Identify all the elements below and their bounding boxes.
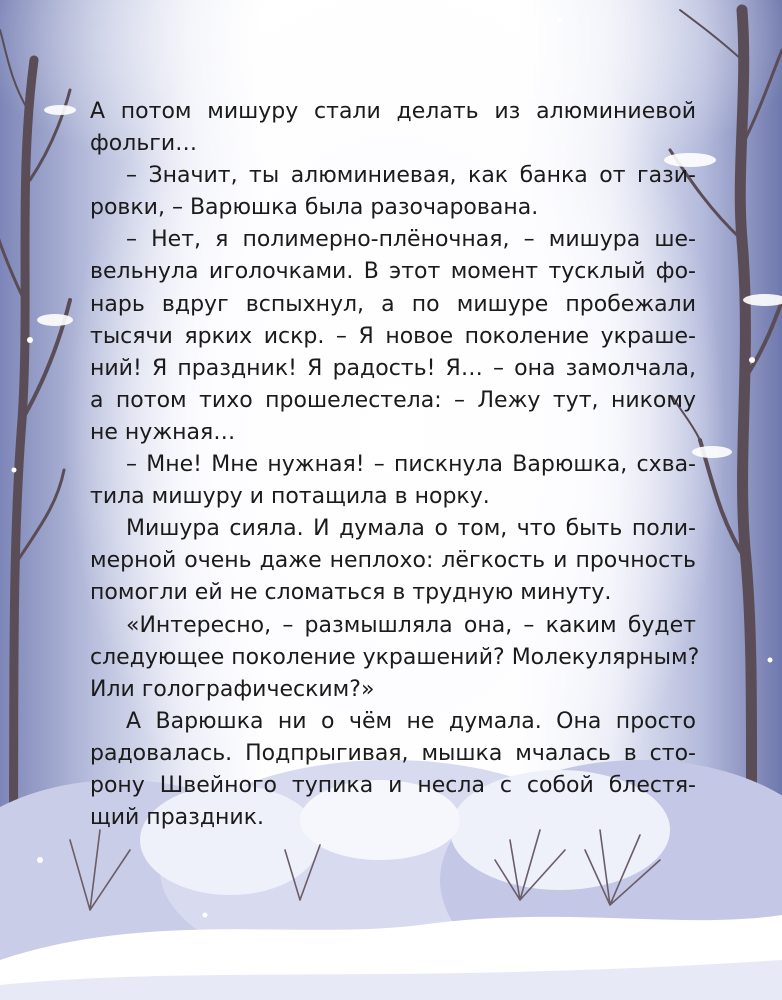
text-line: фольги… bbox=[90, 131, 198, 157]
text-line: тысячи ярких искр. – Я новое поколение украше- bbox=[90, 323, 696, 349]
text-line: А Варюшка ни о чём не думала. Она просто bbox=[126, 708, 696, 734]
text-line: помогли ей не сломаться в трудную минуту. bbox=[90, 580, 612, 606]
text-line: рону Швейного тупика и несла с собой блестя- bbox=[90, 772, 696, 798]
text-line: – Нет, я полимерно-плёночная, – мишура ше- bbox=[126, 227, 696, 253]
text-line: тила мишуру и потащила в норку. bbox=[90, 484, 490, 510]
text-line: ровки, – Варюшка была разочарована. bbox=[90, 195, 539, 221]
text-line: А потом мишуру стали делать из алюминиевой bbox=[90, 99, 696, 124]
text-line: вельнула иголочками. В этот момент тусклый фо- bbox=[90, 259, 696, 285]
text-line: а потом тихо прошелестела: – Лежу тут, никому bbox=[90, 387, 696, 413]
text-line: не нужная… bbox=[90, 419, 236, 445]
text-line: радовалась. Подпрыгивая, мышка мчалась в сто- bbox=[90, 740, 696, 766]
text-line: «Интересно, – размышляла она, – каким будет bbox=[126, 612, 696, 638]
text-line: мерной очень даже неплохо: лёгкость и прочность bbox=[90, 548, 696, 574]
text-line: – Значит, ты алюминиевая, как банка от гази- bbox=[126, 163, 696, 189]
story-text bbox=[90, 96, 700, 834]
text-line: Мишура сияла. И думала о том, что быть поли- bbox=[126, 516, 696, 542]
text-line: нарь вдруг вспыхнул, а по мишуре пробежали bbox=[90, 291, 696, 317]
text-line: ний! Я праздник! Я радость! Я… – она замолчала, bbox=[90, 355, 696, 381]
text-line: Или голографическим?» bbox=[90, 676, 375, 702]
text-line: щий праздник. bbox=[90, 805, 265, 831]
text-line: следующее поколение украшений? Молекулярным? bbox=[90, 644, 700, 670]
text-line: – Мне! Мне нужная! – пискнула Варюшка, схва- bbox=[126, 452, 696, 478]
